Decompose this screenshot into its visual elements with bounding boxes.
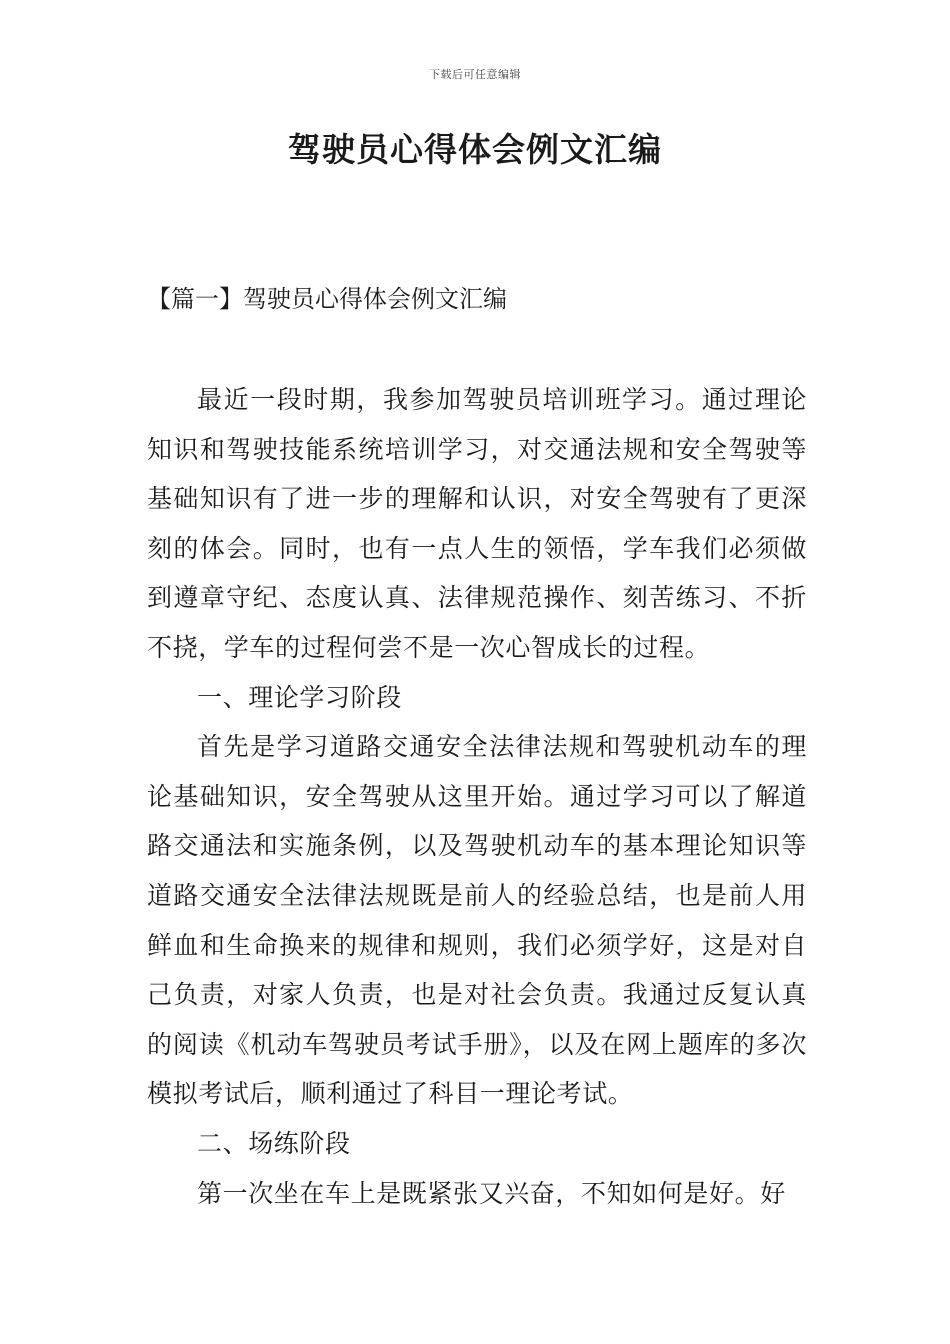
subheading-theory-stage: 一、理论学习阶段 xyxy=(197,682,402,712)
paragraph-theory: 首先是学习道路交通安全法律法规和驾驶机动车的理论基础知识，安全驾驶从这里开始。通过学习可以了解道路交通法和实施条例，以及驾驶机动车的基本理论知识等道路交通安全法律法规既是前人的经验总结，也是前人用鲜血和生命换来的规律和规则，我们必须学好，这是对自己负责，对家人负责，也是对社会负责。我通过反复认真的阅读《机动车驾驶员考试手册》，以及在网上题库的多次模拟考试后，顺利通过了科目一理论考试。 xyxy=(147,732,807,1109)
section-heading: 【篇一】驾驶员心得体会例文汇编 xyxy=(147,285,507,313)
paragraph-intro: 最近一段时期，我参加驾驶员培训班学习。通过理论知识和驾驶技能系统培训学习，对交通法规和安全驾驶等基础知识有了进一步的理解和认识，对安全驾驶有了更深刻的体会。同时，也有一点人生的领悟，学车我们必须做到遵章守纪、态度认真、法律规范操作、刻苦练习、不折不挠，学车的过程何尝不是一次心智成长的过程。 xyxy=(147,385,807,662)
paragraph-field-practice: 第一次坐在车上是既紧张又兴奋，不知如何是好。好 xyxy=(197,1178,786,1208)
page-header-note: 下载后可任意编辑 xyxy=(429,68,521,81)
subheading-field-practice-stage: 二、场练阶段 xyxy=(197,1128,351,1158)
document-title: 驾驶员心得体会例文汇编 xyxy=(288,130,662,169)
document-body xyxy=(147,375,807,1218)
